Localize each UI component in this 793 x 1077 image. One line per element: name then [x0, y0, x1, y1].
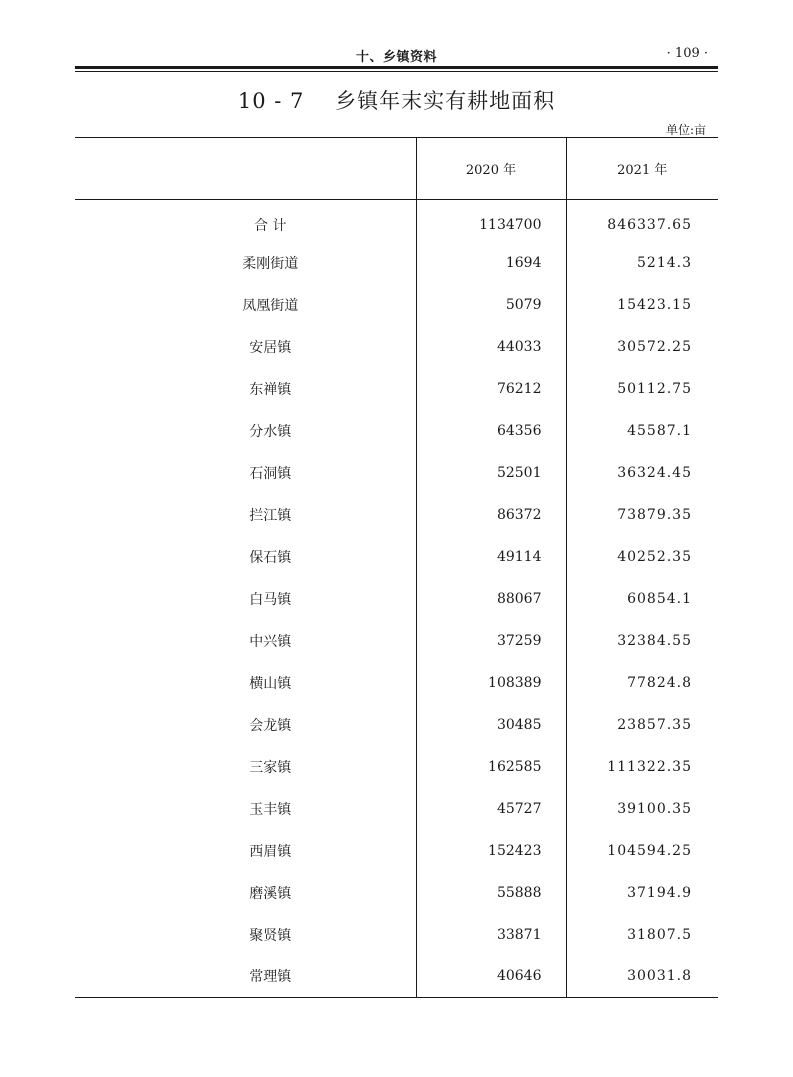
value-2021: 15423.15 [566, 284, 718, 326]
table-row [75, 830, 718, 872]
township-name: 凤凰街道 [242, 297, 299, 314]
value-2020: 108389 [416, 662, 566, 704]
township-name: 安居镇 [249, 339, 292, 356]
value-2021: 31807.5 [566, 914, 718, 956]
value-2021: 5214.3 [566, 242, 718, 284]
township-name: 磨溪镇 [249, 885, 292, 902]
value-2020: 88067 [416, 578, 566, 620]
value-2021: 45587.1 [566, 410, 718, 452]
table-row [75, 662, 718, 704]
table-row [75, 326, 718, 368]
table-row [75, 578, 718, 620]
township-name: 聚贤镇 [249, 927, 292, 944]
value-2020: 86372 [416, 494, 566, 536]
table-row [75, 914, 718, 956]
value-2020: 44033 [416, 326, 566, 368]
table-row [75, 410, 718, 452]
table-row [75, 452, 718, 494]
value-2021: 23857.35 [566, 704, 718, 746]
table-row [75, 704, 718, 746]
value-2020: 37259 [416, 620, 566, 662]
header-rule-thin [75, 71, 718, 72]
table-container [75, 137, 718, 998]
value-2021: 37194.9 [566, 872, 718, 914]
running-header [75, 44, 718, 66]
value-2020: 45727 [416, 788, 566, 830]
township-name: 白马镇 [249, 591, 292, 608]
value-2020: 76212 [416, 368, 566, 410]
value-2020: 162585 [416, 746, 566, 788]
township-name: 西眉镇 [249, 843, 292, 860]
township-name: 分水镇 [249, 423, 292, 440]
value-2020: 40646 [416, 956, 566, 998]
value-2020: 33871 [416, 914, 566, 956]
value-2021: 30031.8 [566, 956, 718, 998]
value-2021: 60854.1 [566, 578, 718, 620]
table-title: 10 - 7 乡镇年末实有耕地面积 [237, 89, 556, 113]
table-row [75, 620, 718, 662]
table-header-row [75, 138, 718, 200]
table-row [75, 536, 718, 578]
section-title: 十、乡镇资料 [355, 50, 437, 65]
value-2021: 846337.65 [566, 200, 718, 242]
value-2020: 1134700 [416, 200, 566, 242]
value-2021: 73879.35 [566, 494, 718, 536]
table-row [75, 242, 718, 284]
value-2020: 49114 [416, 536, 566, 578]
value-2021: 104594.25 [566, 830, 718, 872]
township-name: 三家镇 [249, 759, 292, 776]
township-name: 东禅镇 [249, 381, 292, 398]
value-2020: 5079 [416, 284, 566, 326]
table-row [75, 788, 718, 830]
farmland-area-table [75, 137, 718, 998]
value-2020: 64356 [416, 410, 566, 452]
township-name: 石洞镇 [249, 465, 292, 482]
value-2020: 55888 [416, 872, 566, 914]
value-2021: 77824.8 [566, 662, 718, 704]
column-header-2021: 2021 年 [566, 138, 718, 200]
total-label: 合 计 [254, 217, 287, 234]
table-row [75, 200, 718, 242]
township-name: 横山镇 [249, 675, 292, 692]
township-name: 中兴镇 [249, 633, 292, 650]
value-2020: 1694 [416, 242, 566, 284]
table-row [75, 956, 718, 998]
header-rule-thick [75, 66, 718, 69]
township-name: 保石镇 [249, 549, 292, 566]
township-name: 玉丰镇 [249, 801, 292, 818]
page-number: · 109 · [666, 46, 708, 61]
column-header-2020: 2020 年 [416, 138, 566, 200]
value-2020: 152423 [416, 830, 566, 872]
column-header-name [75, 138, 416, 200]
table-body [75, 200, 718, 998]
township-name: 会龙镇 [249, 717, 292, 734]
township-name: 拦江镇 [249, 507, 292, 524]
value-2021: 39100.35 [566, 788, 718, 830]
township-name: 柔刚街道 [242, 255, 299, 272]
value-2020: 30485 [416, 704, 566, 746]
value-2021: 36324.45 [566, 452, 718, 494]
township-name: 常理镇 [75, 956, 416, 998]
table-row [75, 746, 718, 788]
value-2021: 40252.35 [566, 536, 718, 578]
value-2021: 50112.75 [566, 368, 718, 410]
table-row [75, 872, 718, 914]
value-2021: 30572.25 [566, 326, 718, 368]
value-2021: 32384.55 [566, 620, 718, 662]
value-2020: 52501 [416, 452, 566, 494]
unit-label: 单位:亩 [665, 123, 706, 137]
table-row [75, 368, 718, 410]
table-row [75, 494, 718, 536]
table-row [75, 284, 718, 326]
value-2021: 111322.35 [566, 746, 718, 788]
